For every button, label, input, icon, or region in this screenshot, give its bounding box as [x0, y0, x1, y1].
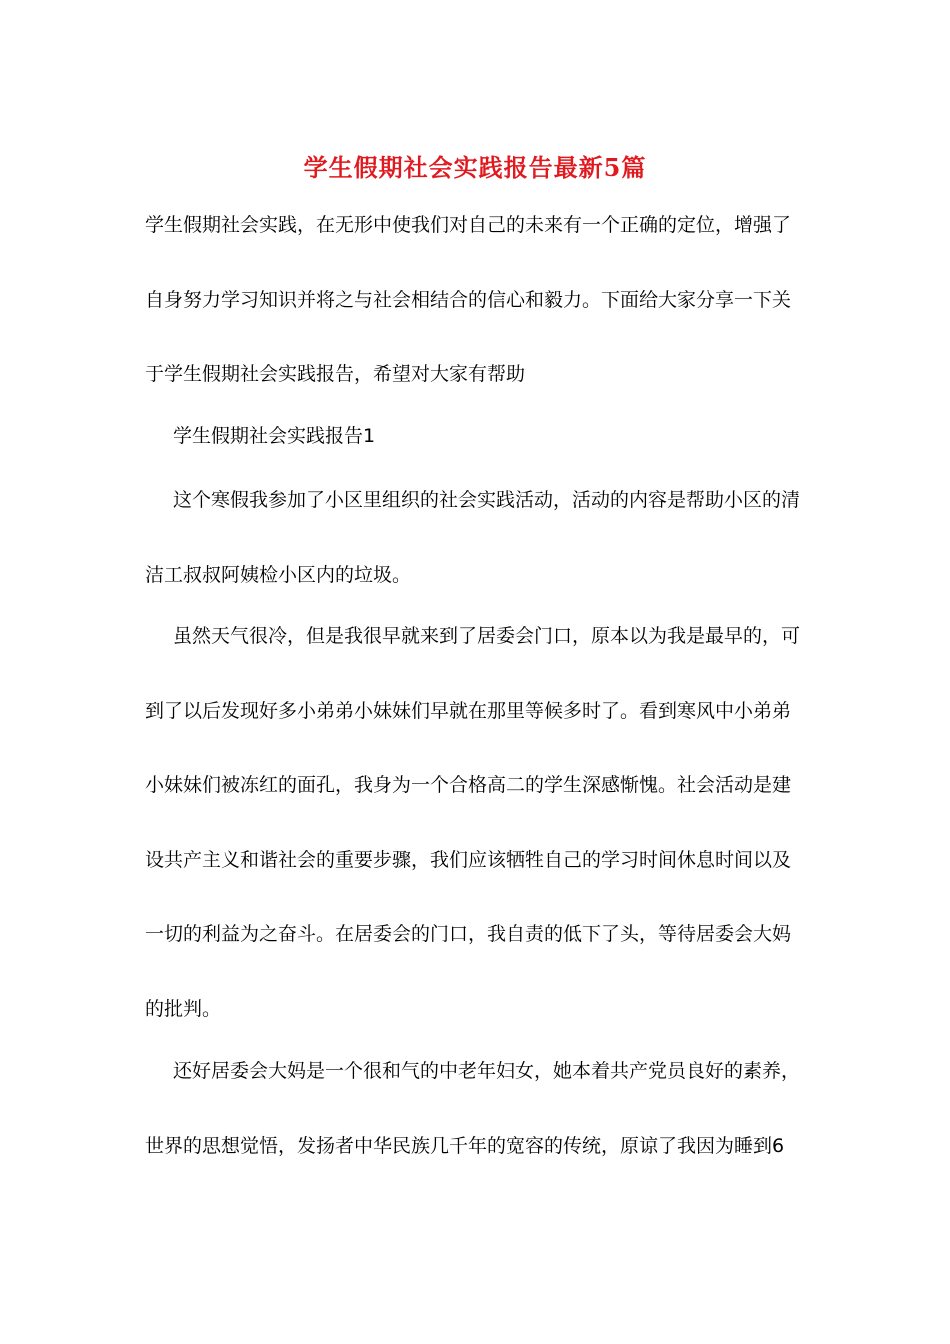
- paragraph-1-line-2: 洁工叔叔阿姨检小区内的垃圾。: [145, 564, 412, 586]
- paragraph-3-line-1: 还好居委会大妈是一个很和气的中老年妇女，她本着共产党员良好的素养，: [173, 1060, 801, 1082]
- paragraph-2-line-2: 到了以后发现好多小弟弟小妹妹们早就在那里等候多时了。看到寒风中小弟弟: [145, 700, 792, 722]
- paragraph-2-line-3: 小妹妹们被冻红的面孔，我身为一个合格高二的学生深感惭愧。社会活动是建: [145, 774, 792, 796]
- document-title: 学生假期社会实践报告最新5篇: [303, 153, 647, 182]
- section-heading-1: 学生假期社会实践报告1: [173, 425, 376, 447]
- paragraph-2-line-1: 虽然天气很冷，但是我很早就来到了居委会门口，原本以为我是最早的，可: [173, 625, 801, 647]
- paragraph-2-line-6: 的批判。: [145, 998, 222, 1020]
- intro-line-2: 自身努力学习知识并将之与社会相结合的信心和毅力。下面给大家分享一下关: [145, 289, 792, 311]
- paragraph-2-line-4: 设共产主义和谐社会的重要步骤，我们应该牺牲自己的学习时间休息时间以及: [145, 849, 792, 871]
- intro-line-1: 学生假期社会实践，在无形中使我们对自己的未来有一个正确的定位，增强了: [145, 214, 792, 236]
- intro-line-3: 于学生假期社会实践报告，希望对大家有帮助: [145, 363, 526, 385]
- paragraph-1-line-1: 这个寒假我参加了小区里组织的社会实践活动，活动的内容是帮助小区的清: [173, 489, 801, 511]
- paragraph-2-line-5: 一切的利益为之奋斗。在居委会的门口，我自责的低下了头，等待居委会大妈: [145, 923, 792, 945]
- paragraph-3-line-2: 世界的思想觉悟，发扬者中华民族几千年的宽容的传统，原谅了我因为睡到6: [145, 1135, 785, 1157]
